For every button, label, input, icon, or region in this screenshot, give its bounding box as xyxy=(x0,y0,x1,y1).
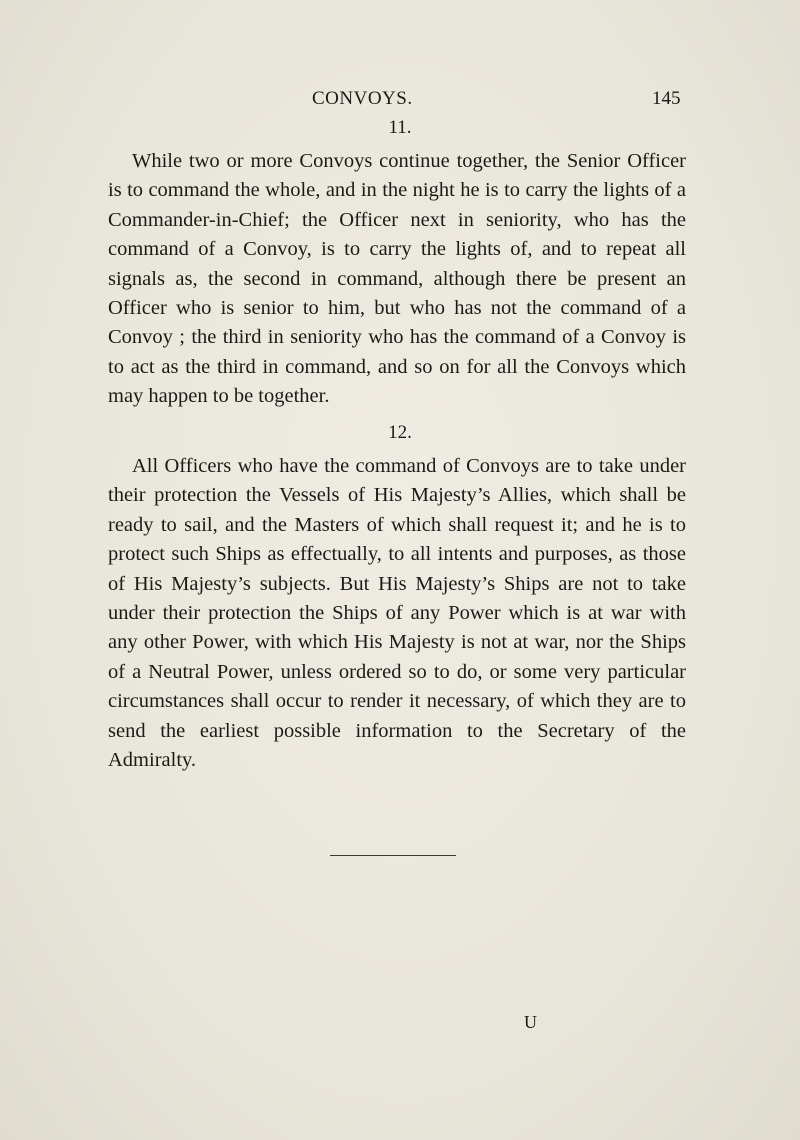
section-number-11: 11. xyxy=(388,117,412,138)
end-rule xyxy=(330,855,456,856)
page-number: 145 xyxy=(652,88,681,109)
section-number-12: 12. xyxy=(388,422,412,443)
signature-mark: U xyxy=(524,1012,537,1032)
running-head xyxy=(0,88,800,112)
section-12-paragraph: All Officers who have the command of Convoys are to take under their protection the Vessels of His Majesty’s Allies, which shall be ready to sail, and the Masters of which shall request it; and he is to protect such Ships as effectually, to all intents and purposes, as those of His Majesty’s subjects. But His Majesty’s Ships are not to take under their protection the Ships of any Power which is at war with any other Power, with which His Majesty is not at war, nor the Ships of a Neutral Power, unless ordered so to do, or some very particular circumstances shall occur to render it necessary, of which they are to send the earliest possible information to the Secretary of the Admiralty. xyxy=(108,455,686,772)
running-head-title: CONVOYS. xyxy=(312,88,413,109)
section-11-paragraph: While two or more Convoys continue together, the Senior Officer is to command the whole, and in the night he is to carry the lights of a Commander-in-Chief; the Officer next in seniority, who has the command of a Convoy, is to carry the lights of, and to repeat all signals as, the second in command, although there be present an Officer who is senior to him, but who has not the command of a Convoy ; the third in seniority who has the command of a Convoy is to act as the third in command, and so on for all the Convoys which may happen to be together. xyxy=(108,150,686,408)
